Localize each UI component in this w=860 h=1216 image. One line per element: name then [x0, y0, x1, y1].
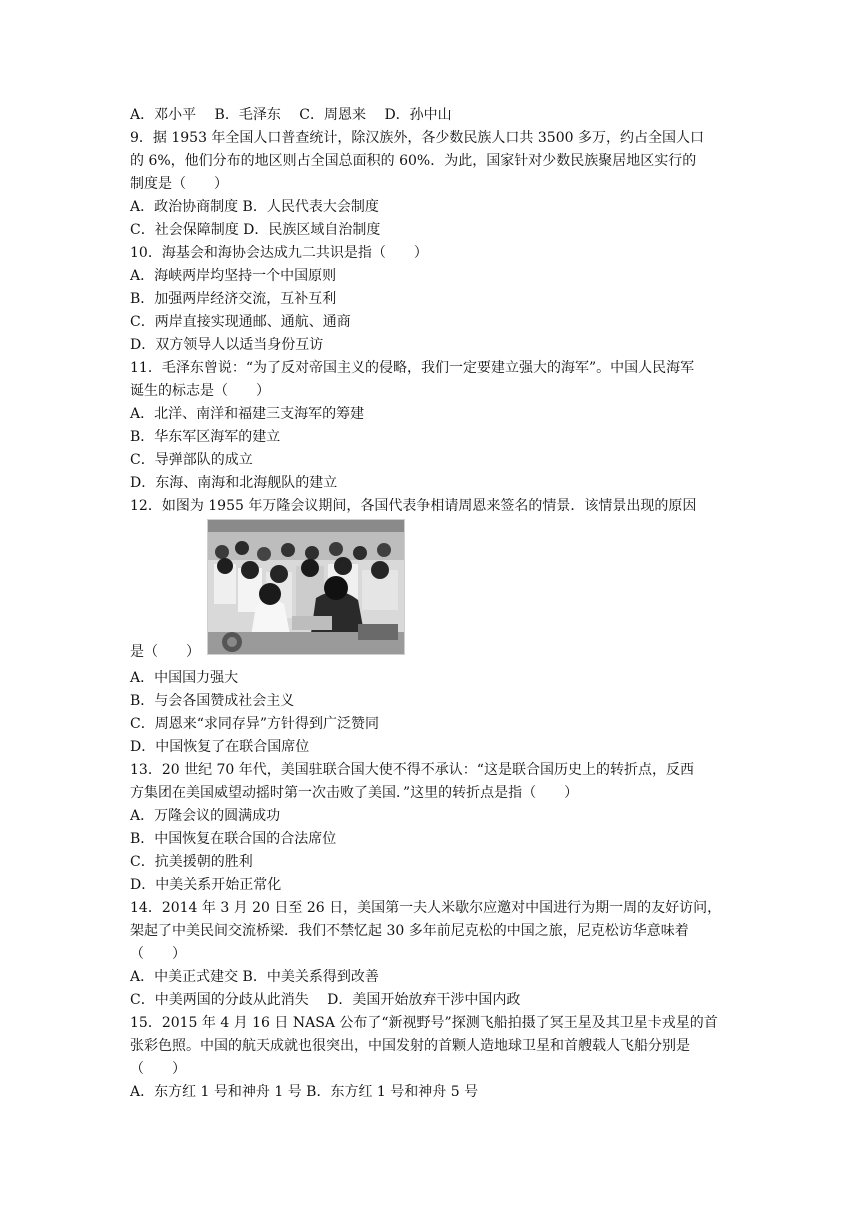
q13-option-b: B．中国恢复在联合国的合法席位 [130, 831, 337, 847]
q11-option-c: C．导弹部队的成立 [130, 452, 253, 468]
q13-option-a: A．万隆会议的圆满成功 [130, 808, 281, 824]
q10-option-a: A．海峡两岸均坚持一个中国原则 [130, 268, 337, 284]
q11-stem-line-2: 诞生的标志是（ ） [130, 383, 270, 399]
q9-stem-line-3: 制度是（ ） [130, 176, 228, 192]
q13-stem-line-2: 方集团在美国威望动摇时第一次击败了美国．”这里的转折点是指（ ） [130, 785, 579, 801]
q13-option-c: C．抗美援朝的胜利 [130, 854, 253, 870]
q13-option-d: D．中美关系开始正常化 [130, 877, 282, 893]
q11-stem-line-1: 11．毛泽东曾说：“为了反对帝国主义的侵略，我们一定要建立强大的海军”。中国人民海军 [130, 360, 695, 376]
q14-options-cd: C．中美两国的分歧从此消失 D．美国开始放弃干涉中国内政 [130, 992, 521, 1008]
q10-option-d: D．双方领导人以适当身份互访 [130, 337, 324, 353]
q12-option-c: C．周恩来“求同存异”方针得到广泛赞同 [130, 716, 380, 732]
q8-options: A．邓小平 B．毛泽东 C．周恩来 D．孙中山 [130, 107, 452, 123]
q9-stem-line-1: 9．据 1953 年全国人口普查统计，除汉族外，各少数民族人口共 3500 多万，约占全国人口 [130, 130, 704, 146]
q11-option-d: D．东海、南海和北海舰队的建立 [130, 475, 338, 491]
q9-options-ab: A．政治协商制度 B．人民代表大会制度 [130, 199, 379, 215]
q15-options-ab: A．东方红 1 号和神舟 1 号 B．东方红 1 号和神舟 5 号 [130, 1084, 479, 1100]
q9-options-cd: C．社会保障制度 D．民族区域自治制度 [130, 222, 381, 238]
q11-option-a: A．北洋、南洋和福建三支海军的筹建 [130, 406, 365, 422]
q14-stem-line-3: （ ） [130, 946, 186, 962]
q9-stem-line-2: 的 6%，他们分布的地区则占全国总面积的 60%．为此，国家针对少数民族聚居地区实行的 [130, 153, 697, 169]
q12-option-a: A．中国国力强大 [130, 670, 239, 686]
q13-stem-line-1: 13．20 世纪 70 年代，美国驻联合国大使不得不承认：“这是联合国历史上的转折点，反西 [130, 762, 694, 778]
q12-option-b: B．与会各国赞成社会主义 [130, 693, 295, 709]
q15-stem-line-2: 张彩色照。中国的航天成就也很突出，中国发射的首颗人造地球卫星和首艘载人飞船分别是 [130, 1038, 690, 1054]
q12-stem-line-2: 是（ ） [130, 644, 200, 660]
q15-stem-line-3: （ ） [130, 1061, 186, 1077]
q10-option-b: B．加强两岸经济交流，互补互利 [130, 291, 337, 307]
q14-stem-line-1: 14．2014 年 3 月 20 日至 26 日，美国第一夫人米歇尔应邀对中国进行为期一周的友好访问， [130, 900, 722, 916]
q10-option-c: C．两岸直接实现通邮、通航、通商 [130, 314, 351, 330]
q10-stem: 10．海基会和海协会达成九二共识是指（ ） [130, 245, 428, 261]
q15-stem-line-1: 15．2015 年 4 月 16 日 NASA 公布了“新视野号”探测飞船拍摄了冥王星及其卫星卡戎星的首 [130, 1015, 718, 1031]
q12-option-d: D．中国恢复了在联合国席位 [130, 739, 310, 755]
q14-stem-line-2: 架起了中美民间交流桥梁．我们不禁忆起 30 多年前尼克松的中国之旅，尼克松访华意味着 [130, 923, 689, 939]
q12-stem-line-1: 12．如图为 1955 年万隆会议期间，各国代表争相请周恩来签名的情景．该情景出现的原因 [130, 498, 697, 514]
q11-option-b: B．华东军区海军的建立 [130, 429, 281, 445]
q14-options-ab: A．中美正式建交 B．中美关系得到改善 [130, 969, 379, 985]
bandung-conference-photo [207, 519, 405, 655]
